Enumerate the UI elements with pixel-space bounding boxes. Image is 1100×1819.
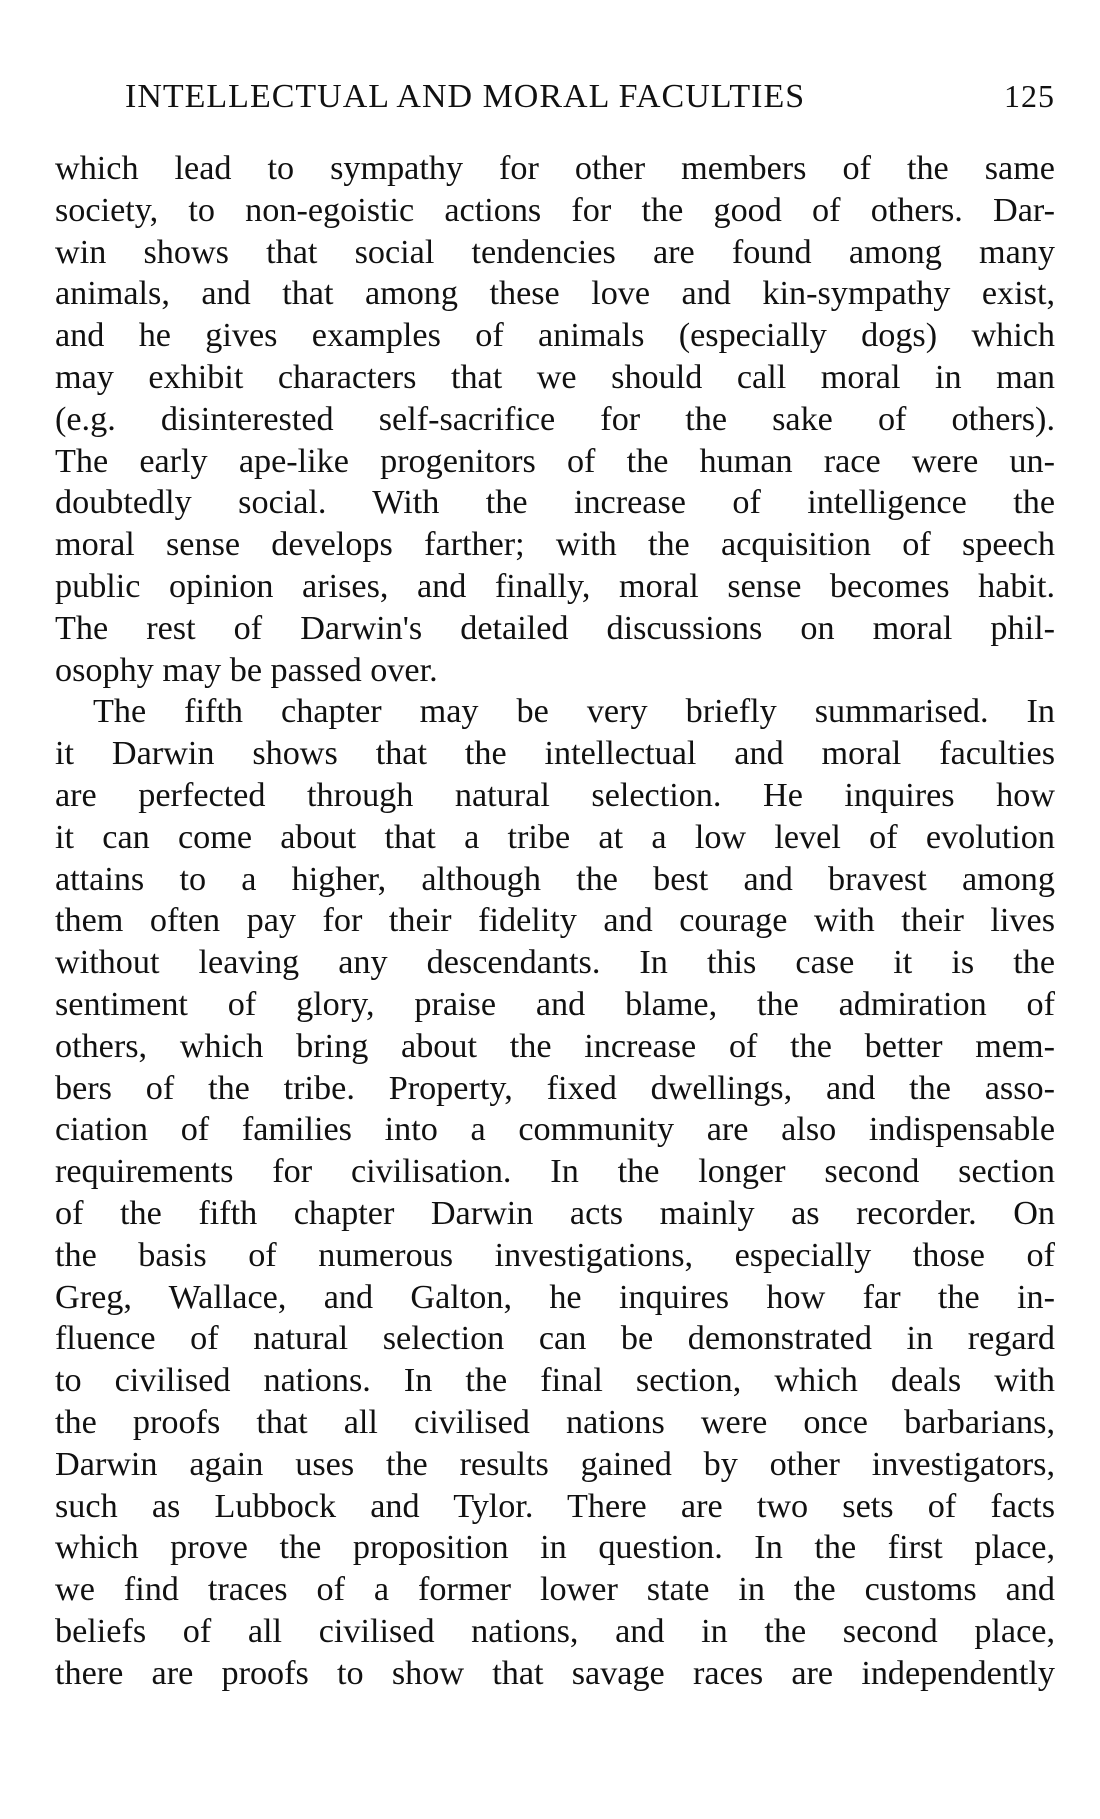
text-line: society, to non-egoistic actions for the good of others. Dar- (55, 191, 1055, 229)
text-line: are perfected through natural selection. He inquires how (55, 776, 1055, 814)
text-line: beliefs of all civilised nations, and in the second place, (55, 1612, 1055, 1650)
text-line: may exhibit characters that we should call moral in man (55, 358, 1055, 396)
text-line: The fifth chapter may be very briefly summarised. In (93, 693, 1055, 731)
text-line: which prove the proposition in question. In the first place, (55, 1529, 1055, 1567)
text-line: and he gives examples of animals (especially dogs) which (55, 317, 1055, 355)
paragraph-1 (55, 148, 1055, 691)
text-line: requirements for civilisation. In the longer second section (55, 1153, 1055, 1191)
text-line: them often pay for their fidelity and courage with their lives (55, 902, 1055, 940)
text-line: there are proofs to show that savage races are independently (55, 1654, 1055, 1692)
text-line: the basis of numerous investigations, especially those of (55, 1236, 1055, 1274)
body-text (55, 148, 1055, 1694)
text-line: win shows that social tendencies are found among many (55, 233, 1055, 271)
page-number: 125 (1004, 78, 1055, 114)
text-line: without leaving any descendants. In this case it is the (55, 944, 1055, 982)
text-line: which lead to sympathy for other members of the same (55, 150, 1055, 187)
text-line: the proofs that all civilised nations were once barbarians, (55, 1403, 1055, 1441)
text-line: moral sense develops farther; with the acquisition of speech (55, 526, 1055, 564)
text-line: Darwin again uses the results gained by other investigators, (55, 1445, 1055, 1483)
text-line: ciation of families into a community are also indispensable (55, 1111, 1055, 1149)
paragraph-2 (55, 691, 1055, 1694)
text-line: The early ape-like progenitors of the human race were un- (55, 442, 1055, 480)
text-line: such as Lubbock and Tylor. There are two sets of facts (55, 1487, 1055, 1525)
text-line: animals, and that among these love and kin-sympathy exist, (55, 275, 1055, 313)
running-header (125, 78, 1055, 128)
text-line: The rest of Darwin's detailed discussions on moral phil- (55, 609, 1055, 647)
text-line: others, which bring about the increase of the better mem- (55, 1027, 1055, 1065)
running-title: INTELLECTUAL AND MORAL FACULTIES (125, 78, 806, 115)
text-line: of the fifth chapter Darwin acts mainly as recorder. On (55, 1194, 1055, 1232)
text-line: Greg, Wallace, and Galton, he inquires how far the in- (55, 1278, 1055, 1316)
text-line: fluence of natural selection can be demonstrated in regard (55, 1320, 1055, 1358)
text-line: attains to a higher, although the best and bravest among (55, 860, 1055, 898)
text-line: bers of the tribe. Property, fixed dwellings, and the asso- (55, 1069, 1055, 1107)
text-line: to civilised nations. In the final section, which deals with (55, 1362, 1055, 1400)
text-line: it can come about that a tribe at a low level of evolution (55, 818, 1055, 856)
text-line: doubtedly social. With the increase of intelligence the (55, 484, 1055, 522)
text-line: we find traces of a former lower state in the customs and (55, 1571, 1055, 1609)
text-line: public opinion arises, and finally, moral sense becomes habit. (55, 567, 1055, 605)
text-line: osophy may be passed over. (55, 651, 438, 689)
text-line: it Darwin shows that the intellectual and moral faculties (55, 735, 1055, 773)
text-line: (e.g. disinterested self-sacrifice for the sake of others). (55, 400, 1055, 438)
book-page (55, 0, 1055, 1819)
text-line: sentiment of glory, praise and blame, the admiration of (55, 985, 1055, 1023)
